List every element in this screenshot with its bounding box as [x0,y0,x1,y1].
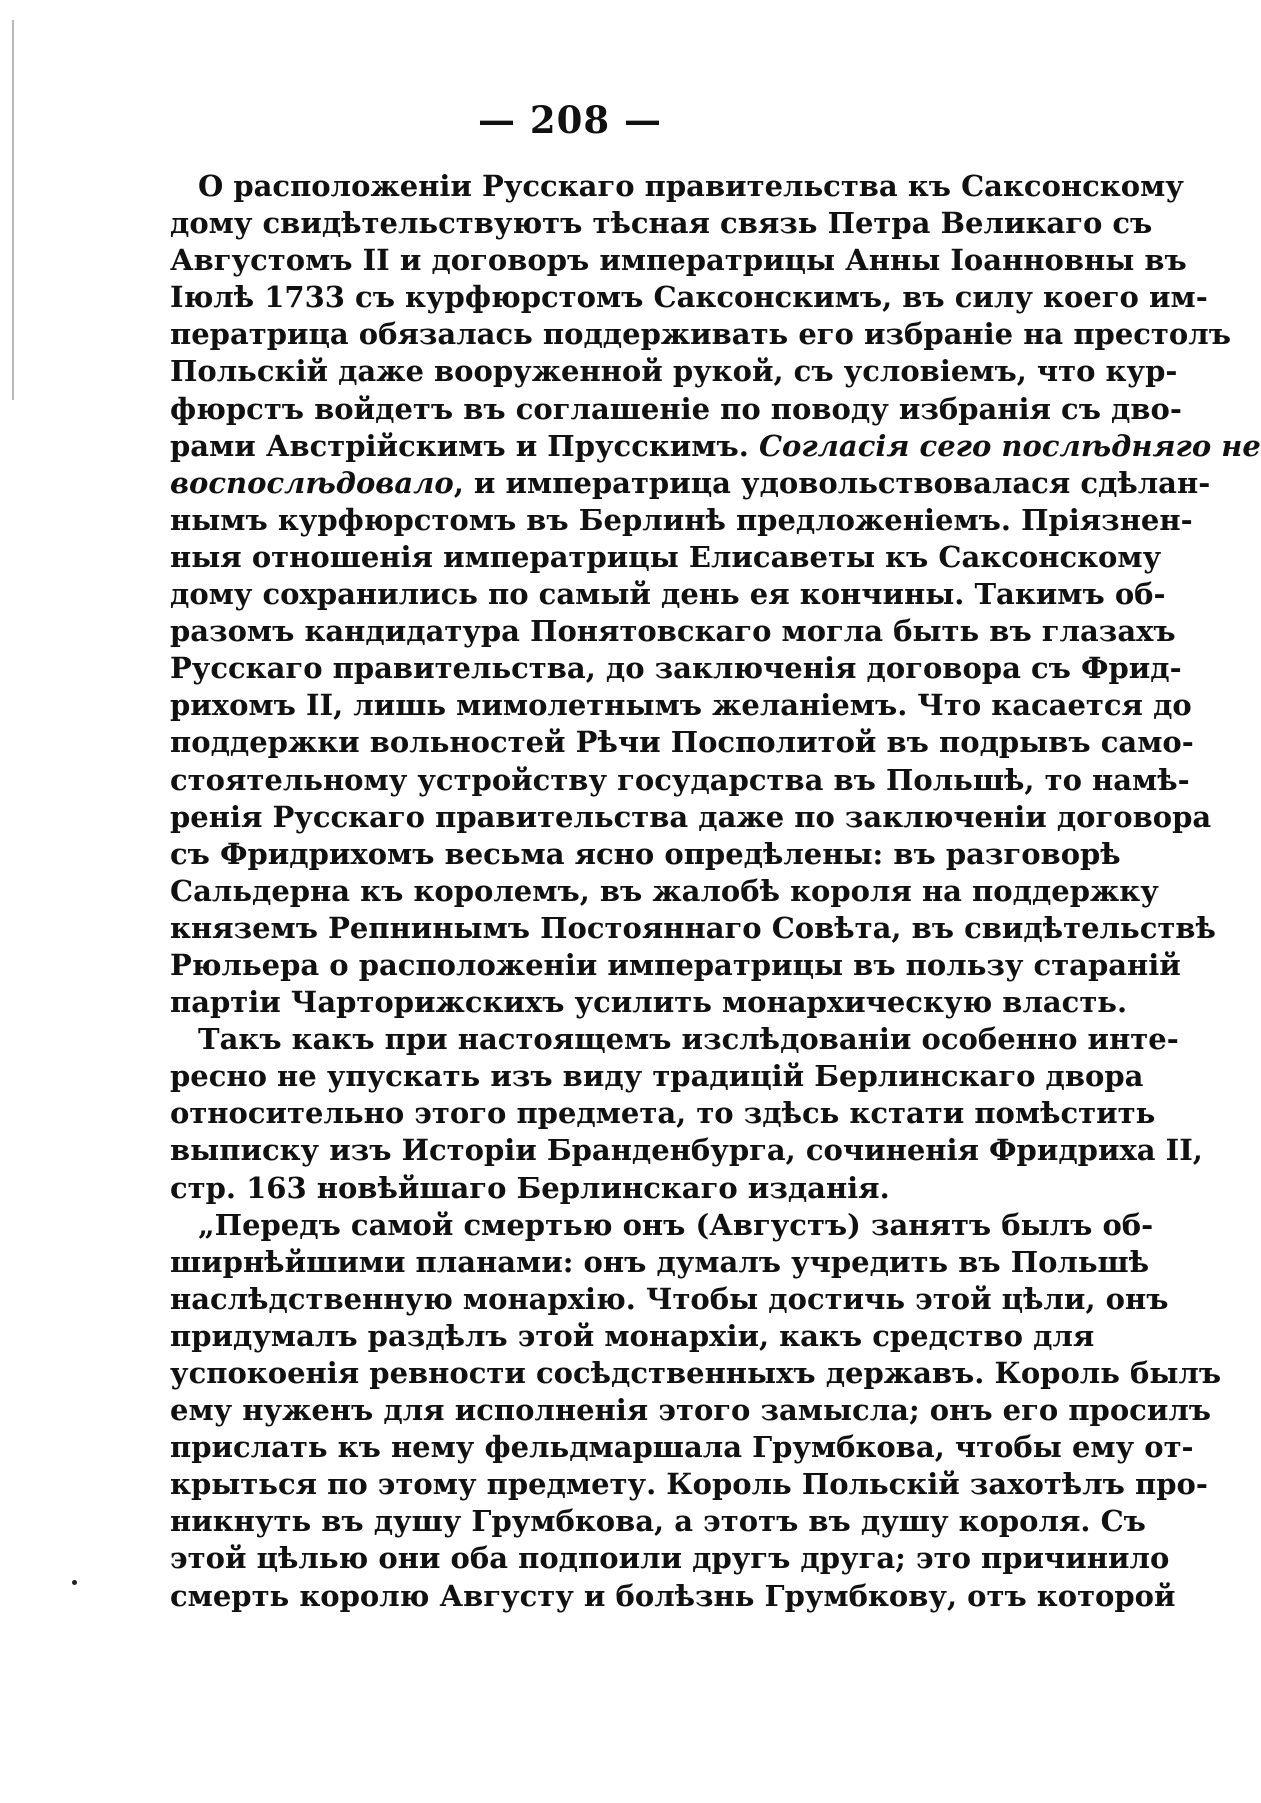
text-line: этой цѣлью они оба подпоили другъ друга; это причинило [170,1541,1170,1576]
text-line: Сальдерна къ королемъ, въ жалобѣ короля на поддержку [170,873,1159,908]
text-line: придумалъ раздѣлъ этой монархіи, какъ средство для [170,1318,1095,1353]
text-line: рихомъ II, лишь мимолетнымъ желаніемъ. Что касается до [170,688,1192,723]
text-line: прислать къ нему фельдмаршала Грумбкова, чтобы ему от- [170,1430,1194,1465]
page-number: — 208 — [478,98,662,142]
text-line: ему нуженъ для исполненія этого замысла; онъ его просилъ [170,1393,1212,1428]
text-line: ператрица обязалась поддерживать его избраніе на престолъ [170,317,1231,352]
text-line: ныя отношенія императрицы Елисаветы къ Саксонскому [170,539,1162,574]
text-line: О расположеніи Русскаго правительства къ Саксонскому [198,169,1184,203]
text-line: рами Австрійскимъ и Прусскимъ. Согласія сего послѣдняго не [170,428,1261,463]
text-line: съ Фридрихомъ весьма ясно опредѣлены: въ разговорѣ [170,836,1121,871]
text-line: успокоенія ревности сосѣдственныхъ державъ. Король былъ [170,1356,1222,1390]
text-line: поддержки вольностей Рѣчи Посполитой въ подрывъ само- [170,725,1194,760]
text-line: „Передъ самой смертью онъ (Августъ) занятъ былъ об- [198,1207,1154,1242]
text-line: Такъ какъ при настоящемъ изслѣдованіи особенно инте- [198,1022,1179,1057]
text-line: княземъ Репнинымъ Постояннаго Совѣта, въ свидѣтельствѣ [170,910,1216,945]
text-line: Русскаго правительства, до заключенія договора съ Фрид- [170,651,1182,686]
text-line: дому свидѣтельствуютъ тѣсная связь Петра Великаго съ [170,206,1153,241]
text-line: смерть королю Августу и болѣзнь Грумбкову, отъ которой [170,1578,1176,1613]
margin-mark [72,1580,77,1585]
text-line: крыться по этому предмету. Король Польскій захотѣлъ про- [170,1467,1208,1502]
text-line: Іюлѣ 1733 съ курфюрстомъ Саксонскимъ, въ силу коего им- [170,280,1208,315]
margin-mark [12,20,14,400]
page-body [170,168,1261,1615]
text-line: воспослѣдовало, и императрица удовольствовалася сдѣлан- [170,465,1211,500]
text-line: партіи Чарторижскихъ усилить монархическую власть. [170,985,1128,1020]
text-line: дому сохранились по самый день ея кончины. Такимъ об- [170,577,1166,612]
text-line: ресно не упускать изъ виду традицій Берлинскаго двора [170,1059,1144,1094]
text-line: выписку изъ Исторіи Бранденбурга, сочиненія Фридриха II, [170,1133,1203,1168]
paragraph [170,168,1261,1021]
text-line: стр. 163 новѣйшаго Берлинскаго изданія. [170,1170,890,1205]
text-line: фюрстъ войдетъ въ соглашеніе по поводу избранія съ дво- [170,391,1182,426]
text-line: ренія Русскаго правительства даже по заключеніи договора [170,799,1212,834]
text-line: ширнѣйшими планами: онъ думалъ учредить въ Польшѣ [170,1244,1150,1279]
text-line: относительно этого предмета, то здѣсь кстати помѣстить [170,1096,1156,1131]
paragraph [170,1021,1203,1206]
text-line: Рюльера о расположеніи императрицы въ пользу стараній [170,947,1181,982]
text-line: никнуть въ душу Грумбкова, а этотъ въ душу короля. Съ [170,1504,1146,1539]
text-line: Польскій даже вооруженной рукой, съ условіемъ, что кур- [170,354,1178,389]
text-line: разомъ кандидатура Понятовскаго могла быть въ глазахъ [170,614,1176,649]
text-line: стоятельному устройству государства въ Польшѣ, то намѣ- [170,762,1190,797]
text-line: Августомъ II и договоръ императрицы Анны Іоанновны въ [170,243,1187,278]
text-line: наслѣдственную монархію. Чтобы достичь этой цѣли, онъ [170,1281,1169,1316]
paragraph [170,1207,1222,1615]
text-line: нымъ курфюрстомъ въ Берлинѣ предложеніемъ. Пріязнен- [170,502,1193,537]
